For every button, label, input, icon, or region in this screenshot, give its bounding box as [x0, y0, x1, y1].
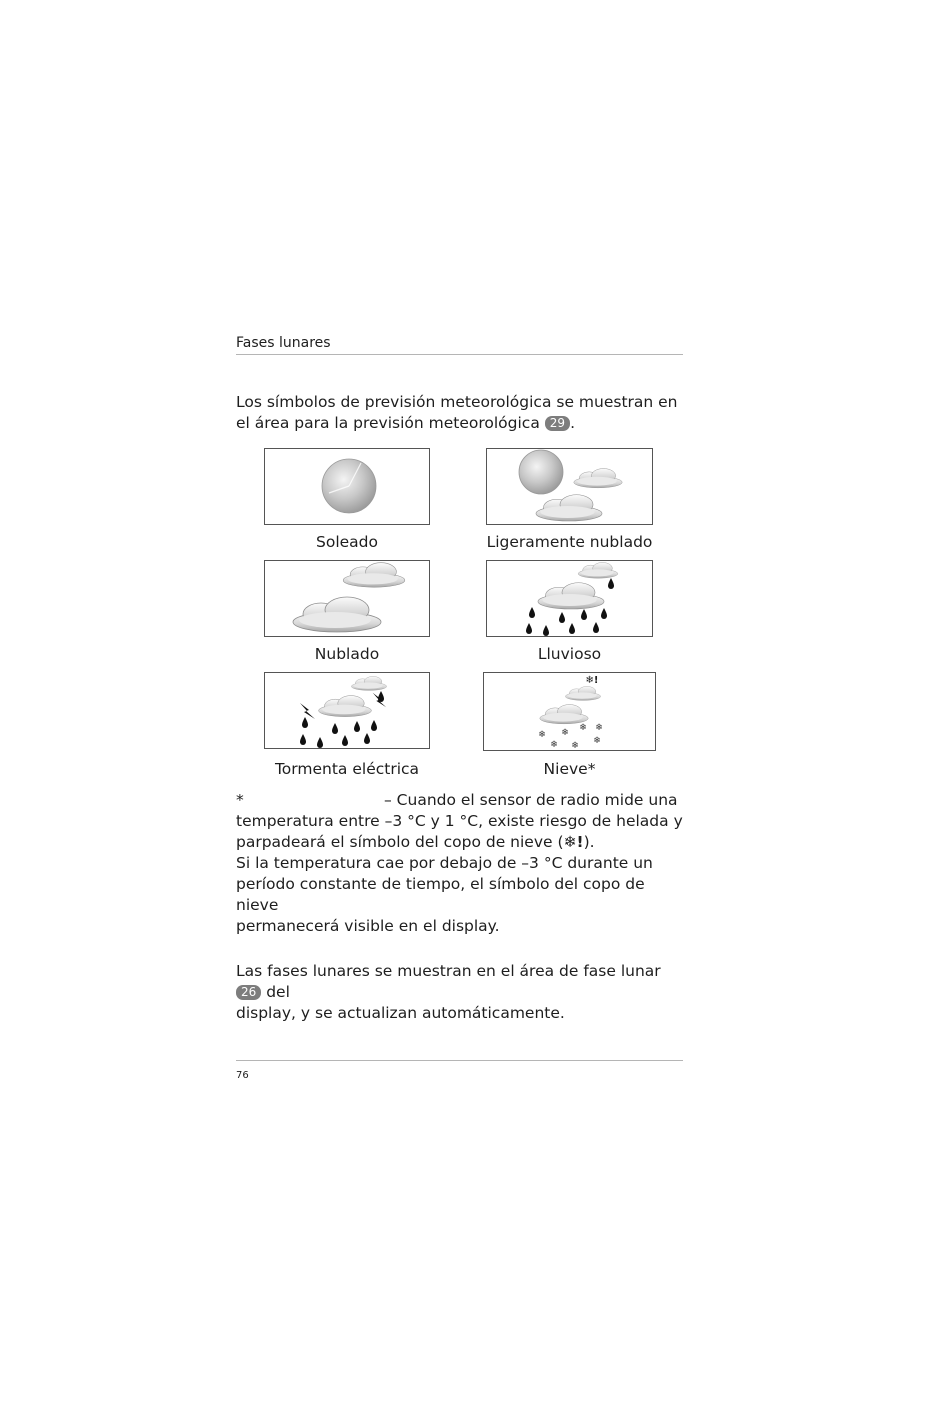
moon-text: Las fases lunares se muestran en el área de fase lunar [236, 962, 661, 980]
footer-rule [236, 1060, 683, 1061]
footnote-line-1: – Cuando el sensor de radio mide una [384, 791, 678, 809]
snow-icon [484, 673, 655, 750]
label-nublado: Nublado [314, 645, 380, 663]
moon-area-badge: 26 [236, 985, 261, 1000]
cloud-icon [265, 561, 429, 636]
forecast-symbol-box-nublado [264, 560, 430, 637]
header-rule [236, 354, 683, 355]
footnote-star: * [236, 791, 244, 809]
forecast-symbol-box-nieve [483, 672, 656, 751]
thunderstorm-icon [265, 673, 429, 748]
moon-paragraph [236, 961, 686, 1024]
display-area-badge: 29 [545, 416, 570, 431]
forecast-symbol-box-soleado [264, 448, 430, 525]
forecast-symbol-box-tormenta [264, 672, 430, 749]
moon-text-post: del [266, 983, 290, 1001]
snowflake-warning-icon: ❄! [563, 833, 584, 851]
label-soleado: Soleado [316, 533, 378, 551]
label-tormenta: Tormenta eléctrica [274, 760, 420, 778]
footnote-line-3: parpadeará el símbolo del copo de nieve (❄!). [236, 833, 595, 851]
footnote-line-6: permanecerá visible en el display. [236, 917, 500, 935]
page-number: 76 [236, 1070, 249, 1081]
footnote-line-4: Si la temperatura cae por debajo de –3 °C durante un [236, 854, 653, 872]
intro-end: . [570, 414, 575, 432]
footnote-line-2: temperatura entre –3 °C y 1 °C, existe riesgo de helada y [236, 812, 683, 830]
sun-icon [265, 449, 429, 524]
label-nieve: Nieve* [543, 760, 596, 778]
label-lluvioso: Lluvioso [537, 645, 602, 663]
forecast-symbol-box-ligeramente-nublado [486, 448, 653, 525]
section-header: Fases lunares [236, 335, 331, 351]
moon-line-2: display, y se actualizan automáticamente. [236, 1004, 565, 1022]
intro-paragraph [236, 392, 686, 434]
forecast-symbol-box-lluvioso [486, 560, 653, 637]
rain-icon [487, 561, 652, 636]
intro-text: Los símbolos de previsión meteorológica se muestran en el área para la previsión meteorológica [236, 393, 678, 432]
snow-footnote [236, 790, 686, 937]
label-ligeramente-nublado: Ligeramente nublado [486, 533, 653, 551]
footnote-line-5: período constante de tiempo, el símbolo del copo de nieve [236, 875, 645, 914]
snow-warning-glyph: ❄! [585, 675, 599, 686]
sun-cloud-icon [487, 449, 652, 524]
